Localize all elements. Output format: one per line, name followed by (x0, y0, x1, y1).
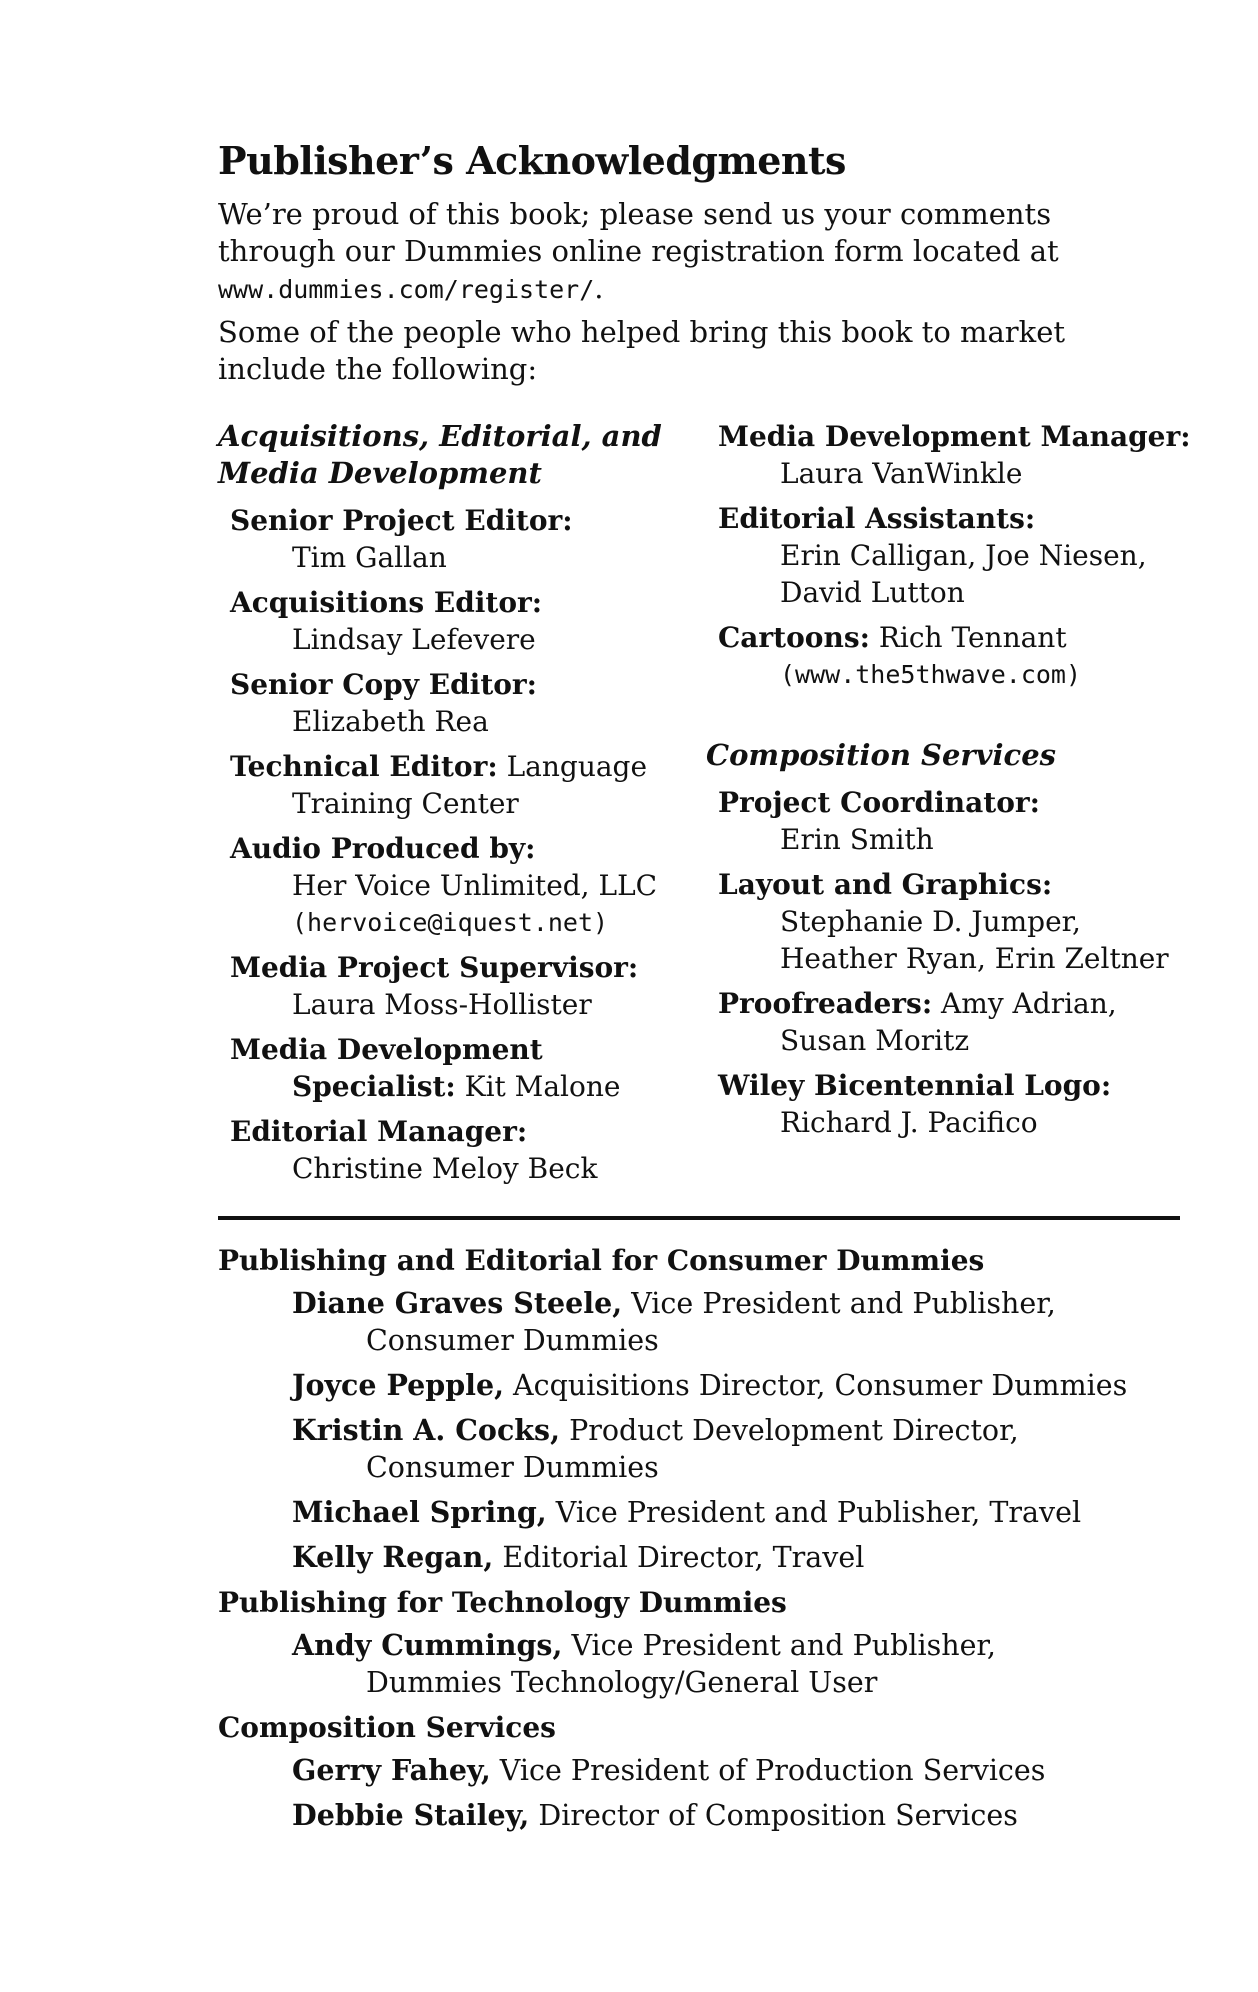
staff-title-continued: Consumer Dummies (366, 1451, 659, 1484)
credit-name: Heather Ryan, Erin Zeltner (780, 942, 1169, 975)
credit-role: Acquisitions Editor: (230, 586, 543, 619)
credit-role: Proofreaders: (718, 987, 933, 1020)
staff-name: Kristin A. Cocks, (292, 1413, 561, 1447)
staff-title: Director of Composition Services (529, 1799, 1018, 1832)
staff-name: Diane Graves Steele, (292, 1286, 623, 1320)
registration-url[interactable]: www.dummies.com/register/ (218, 275, 595, 304)
staff-group-heading: Publishing for Technology Dummies (218, 1586, 787, 1619)
credit-role: Layout and Graphics: (718, 868, 1053, 901)
staff-group-heading: Composition Services (218, 1711, 556, 1744)
page-title: Publisher’s Acknowledgments (218, 138, 846, 183)
credit-entry (718, 985, 1218, 1059)
credit-name: Laura Moss-Hollister (292, 988, 592, 1021)
credit-name: Stephanie D. Jumper, (780, 905, 1081, 938)
credit-role: Editorial Assistants: (718, 502, 1036, 535)
credit-role: Media Development Manager: (718, 420, 1191, 453)
staff-title-continued: Consumer Dummies (366, 1324, 659, 1357)
credit-name: Erin Calligan, Joe Niesen, (780, 539, 1147, 572)
credit-inline-name: Kit Malone (455, 1070, 621, 1103)
credit-name: Richard J. Pacifico (780, 1106, 1038, 1139)
credit-name: Elizabeth Rea (292, 705, 489, 738)
credit-role: Media Project Supervisor: (230, 951, 639, 984)
staff-group (218, 1709, 1198, 1834)
staff-title: Acquisitions Director, Consumer Dummies (504, 1369, 1128, 1402)
credit-entry (718, 1067, 1218, 1141)
staff-name: Michael Spring, (292, 1495, 547, 1529)
staff-entry (292, 1797, 1198, 1834)
staff-title: Vice President and Publisher, (562, 1629, 996, 1662)
credit-name: Lindsay Lefevere (292, 623, 536, 656)
staff-title: Product Development Director, (560, 1414, 1019, 1447)
credit-role: Media Development (230, 1033, 543, 1066)
staff-name: Debbie Stailey, (292, 1798, 530, 1832)
credit-role: Specialist: (292, 1070, 456, 1103)
staff-name: Joyce Pepple, (292, 1368, 504, 1402)
section-heading-composition: Composition Services (706, 738, 1056, 772)
intro-url-line (218, 270, 1118, 308)
credit-role: Wiley Bicentennial Logo: (718, 1069, 1112, 1102)
credit-entry (718, 619, 1218, 693)
credit-role: Senior Copy Editor: (230, 668, 538, 701)
credit-entry (230, 666, 698, 740)
intro-paragraph (218, 196, 1118, 308)
section-heading-acquisitions (218, 418, 698, 492)
credit-inline-name: Language (497, 750, 648, 783)
credit-inline-name: Rich Tennant (869, 621, 1067, 654)
intro-line: through our Dummies online registration form located at (218, 234, 1059, 268)
staff-name: Andy Cummings, (292, 1628, 563, 1662)
credit-inline-name: Amy Adrian, (932, 987, 1117, 1020)
staff-title: Vice President and Publisher, (622, 1287, 1056, 1320)
credit-name: David Lutton (780, 576, 965, 609)
credit-entry (230, 584, 698, 658)
credits-right-column (706, 418, 1218, 1149)
credit-entry (230, 949, 698, 1023)
credit-role: Project Coordinator: (718, 786, 1040, 819)
section-heading-line: Acquisitions, Editorial, and (218, 419, 662, 453)
credit-name: Erin Smith (780, 823, 934, 856)
intro-line: include the following: (218, 352, 538, 386)
staff-entry (292, 1494, 1198, 1531)
staff-name: Gerry Fahey, (292, 1753, 491, 1787)
credit-entry (718, 866, 1218, 977)
credit-name: Training Center (292, 787, 519, 820)
section-divider (218, 1216, 1180, 1220)
staff-entry (292, 1367, 1198, 1404)
staff-title-continued: Dummies Technology/General User (366, 1666, 878, 1699)
credit-name: Her Voice Unlimited, LLC (292, 869, 658, 902)
credit-name: Christine Meloy Beck (292, 1152, 598, 1185)
credit-role: Senior Project Editor: (230, 504, 573, 537)
section-heading-line: Media Development (218, 456, 542, 490)
intro-line: Some of the people who helped bring this book to market (218, 315, 1066, 349)
staff-entry (292, 1285, 1198, 1359)
staff-group (218, 1242, 1198, 1576)
credit-name: Susan Moritz (780, 1024, 970, 1057)
staff-title: Editorial Director, Travel (493, 1541, 865, 1574)
credit-role: Technical Editor: (230, 750, 498, 783)
staff-title: Vice President of Production Services (490, 1754, 1046, 1787)
credit-name: Laura VanWinkle (780, 457, 1023, 490)
staff-title: Vice President and Publisher, Travel (546, 1496, 1082, 1529)
intro-url-period: . (594, 271, 604, 305)
credit-role: Audio Produced by: (230, 832, 536, 865)
staff-entry (292, 1752, 1198, 1789)
credit-role: Editorial Manager: (230, 1115, 528, 1148)
credit-entry (230, 748, 698, 822)
staff-group (218, 1584, 1198, 1701)
intro-line: We’re proud of this book; please send us your comments (218, 197, 1052, 231)
staff-entry (292, 1539, 1198, 1576)
staff-group-heading: Publishing and Editorial for Consumer Dummies (218, 1244, 985, 1277)
credit-role: Cartoons: (718, 621, 870, 654)
credit-entry (230, 1113, 698, 1187)
credit-name: Tim Gallan (292, 541, 447, 574)
staff-name: Kelly Regan, (292, 1540, 494, 1574)
credit-entry (230, 830, 698, 941)
credit-entry (230, 502, 698, 576)
staff-entry (292, 1627, 1198, 1701)
intro-paragraph-2 (218, 314, 1118, 388)
publishing-staff-section (218, 1242, 1198, 1842)
cartoons-url[interactable]: (www.the5thwave.com) (780, 660, 1082, 689)
credit-entry (718, 418, 1218, 492)
credit-entry (718, 784, 1218, 858)
staff-entry (292, 1412, 1198, 1486)
credit-email[interactable]: (hervoice@iquest.net) (292, 908, 609, 937)
credit-entry (230, 1031, 698, 1105)
credits-left-column (218, 418, 698, 1195)
credit-entry (718, 500, 1218, 611)
